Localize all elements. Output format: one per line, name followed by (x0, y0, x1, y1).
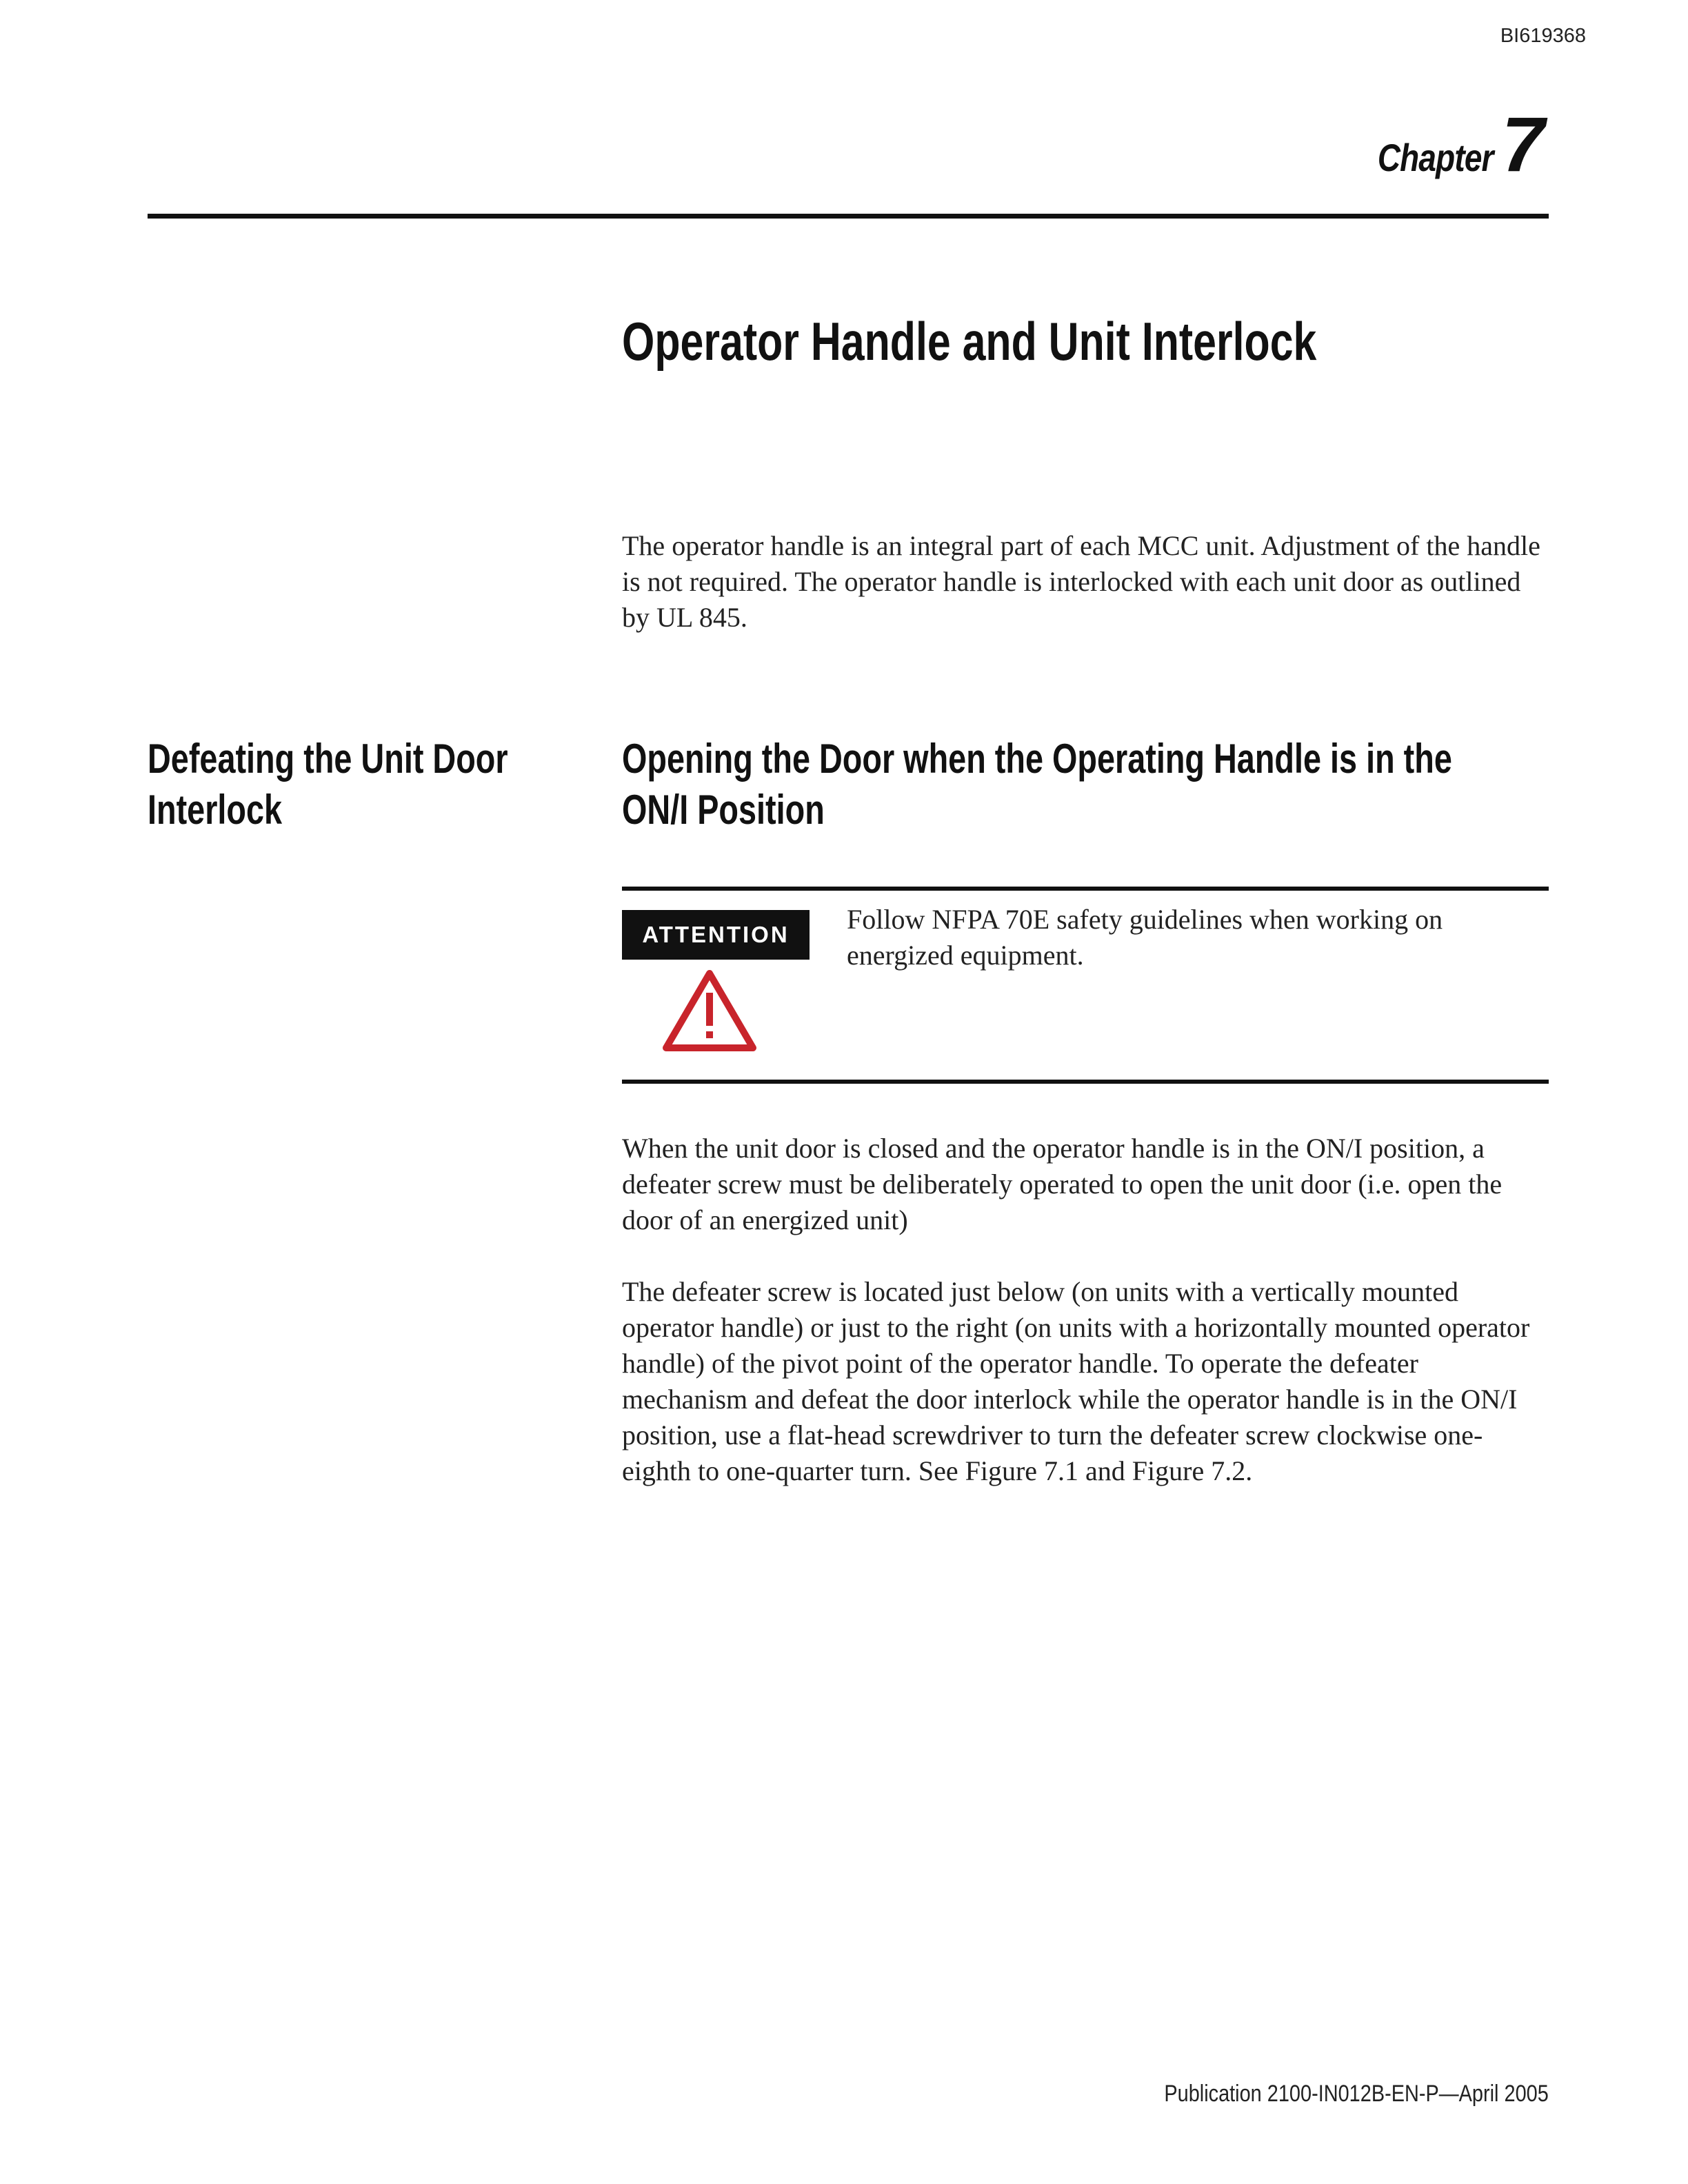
section-heading-line1: Opening the Door when the Operating Handle is in the (622, 736, 1452, 782)
intro-paragraph: The operator handle is an integral part of each MCC unit. Adjustment of the handle is not required. The operator handle is interlocked with each unit door as outlined by UL 845. (622, 530, 1540, 633)
chapter-label (1172, 101, 1545, 188)
body-paragraph: When the unit door is closed and the operator handle is in the ON/I position, a defeater screw must be deliberately operated to open the unit door (i.e. open the door of an energized unit) (622, 1133, 1503, 1235)
attention-top-rule (622, 887, 1549, 891)
attention-label: ATTENTION (622, 910, 810, 960)
warning-exclamation-dot (706, 1031, 713, 1038)
side-heading-line2: Interlock (148, 787, 283, 833)
chapter-word: Chapter (1377, 136, 1494, 179)
body-paragraph: The defeater screw is located just below (on units with a vertically mounted operator handle) or just to the right (on units with a horizontally mounted operator handle) of the pivot point of the operator handle. To operate the defeater mechanism and defeat the door interlock while the operator handle is in the ON/I position, use a flat-head screwdriver to turn the defeater screw clockwise one-eighth to one-quarter turn. See Figure 7.1 and Figure 7.2. (622, 1276, 1530, 1486)
warning-triangle-icon (661, 968, 758, 1053)
chapter-number: 7 (1501, 101, 1545, 188)
section-heading-line2: ON/I Position (622, 787, 825, 833)
attention-text: Follow NFPA 70E safety guidelines when working on energized equipment. (847, 904, 1443, 971)
side-heading-line1: Defeating the Unit Door (148, 736, 508, 782)
publication-footer (1034, 2081, 1549, 2107)
page-title: Operator Handle and Unit Interlock (622, 311, 1317, 372)
chapter-divider (148, 214, 1549, 219)
document-id: BI619368 (1500, 25, 1586, 47)
attention-bottom-rule (622, 1080, 1549, 1084)
section-heading (622, 734, 1452, 836)
footer-text: Publication 2100-IN012B-EN-P—April 2005 (1164, 2081, 1549, 2107)
warning-exclamation-bar (706, 993, 713, 1026)
side-heading (148, 734, 508, 836)
